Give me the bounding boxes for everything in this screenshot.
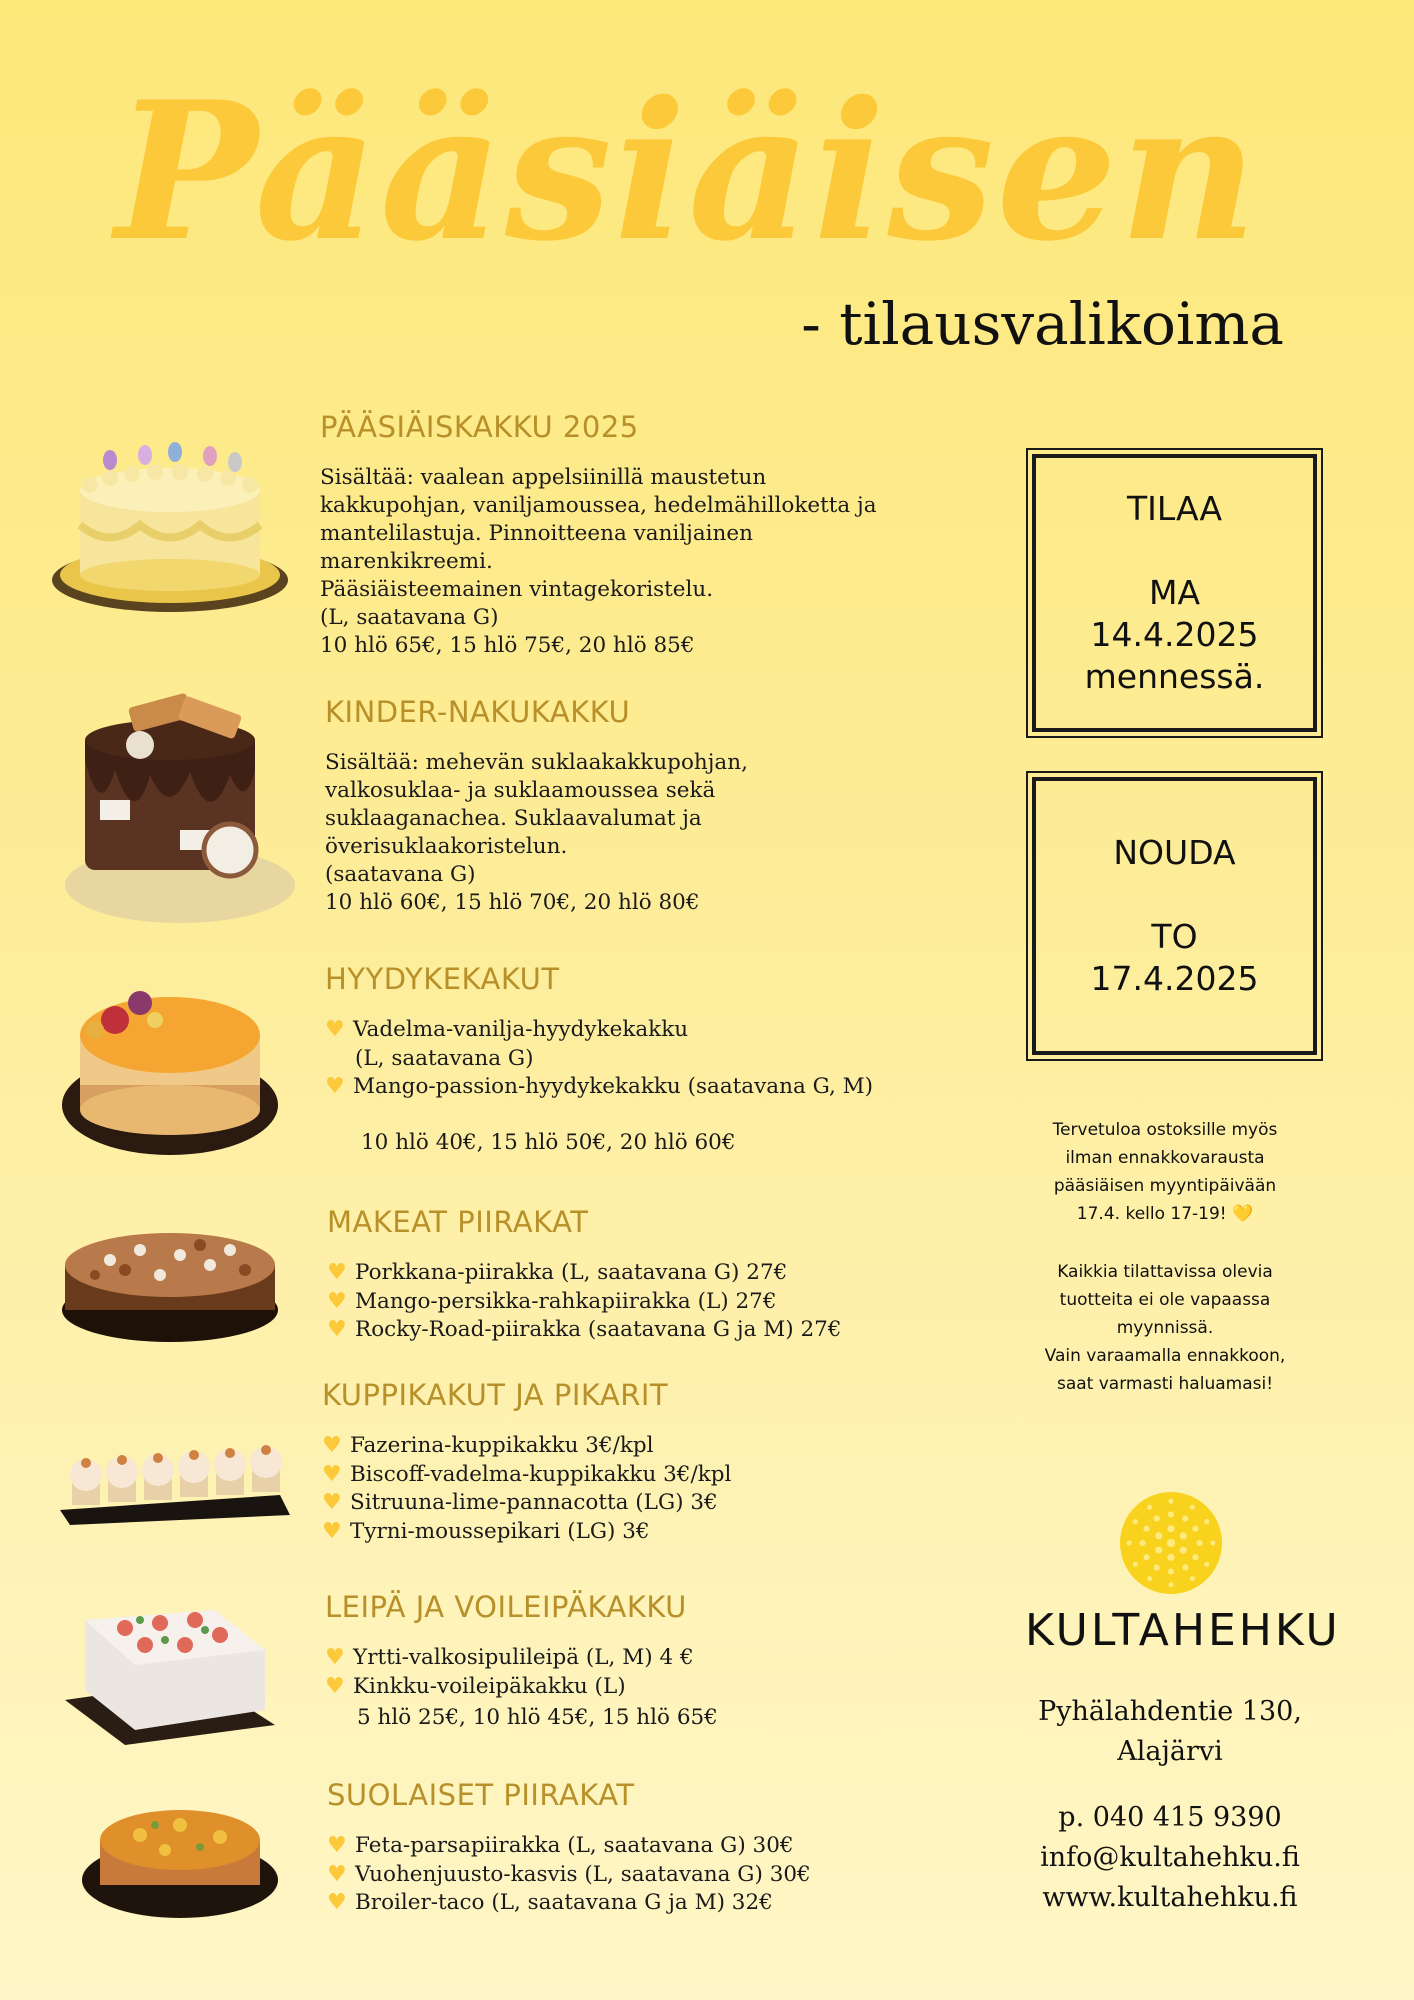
page-subtitle: - tilausvalikoima — [801, 290, 1284, 358]
heart-icon: ♥ — [322, 1461, 342, 1487]
price-line: 10 hlö 60€, 15 hlö 70€, 20 hlö 80€ — [325, 890, 700, 915]
box-line: TILAA — [1126, 489, 1223, 528]
description-line: kakkupohjan, vaniljamoussea, hedelmähilloketta ja — [320, 493, 877, 518]
section-sweet-pies — [327, 1205, 967, 1345]
item-list — [325, 1644, 965, 1701]
order-deadline-box — [1032, 454, 1317, 732]
address — [1000, 1692, 1340, 1772]
heart-icon: ♥ — [325, 1645, 345, 1670]
notice-line: tuotteita ei ole vapaassa — [1059, 1290, 1271, 1310]
box-line: TO — [1151, 917, 1198, 956]
kultahehku-logo-icon — [1120, 1492, 1222, 1594]
notice-line: Kaikkia tilattavissa olevia — [1057, 1262, 1273, 1282]
list-item — [325, 1073, 965, 1102]
item-label: Kinkku-voileipäkakku (L) — [353, 1673, 626, 1699]
section-kinder-cake — [325, 695, 965, 917]
heart-icon: ♥ — [322, 1433, 342, 1458]
list-item — [327, 1832, 967, 1861]
list-item — [327, 1889, 967, 1918]
box-line: 17.4.2025 — [1090, 959, 1259, 998]
list-item — [322, 1518, 962, 1547]
heart-icon: ♥ — [327, 1833, 347, 1858]
list-item-note — [325, 1045, 965, 1074]
notice-line: saat varmasti haluamasi! — [1056, 1374, 1274, 1394]
description-line: Sisältää: mehevän suklaakakkupohjan, — [325, 750, 748, 775]
item-label: Mango-passion-hyydykekakku (saatavana G, M) — [353, 1074, 874, 1099]
list-item — [327, 1861, 967, 1890]
heart-icon: ♥ — [325, 1017, 345, 1042]
item-label: Fazerina-kuppikakku 3€/kpl — [350, 1433, 654, 1458]
notice-line: ilman ennakkovarausta — [1065, 1148, 1265, 1168]
item-label: Yrtti-valkosipulileipä (L, M) 4 € — [353, 1645, 694, 1670]
heart-icon: ♥ — [322, 1518, 342, 1544]
pickup-date-box — [1032, 777, 1317, 1055]
item-list — [327, 1259, 967, 1345]
item-label: Feta-parsapiirakka (L, saatavana G) 30€ — [355, 1833, 794, 1858]
brand-name: KULTAHEHKU — [1025, 1605, 1341, 1656]
notice-line: 17.4. kello 17-19! 💛 — [1076, 1204, 1254, 1224]
phone-number: p. 040 415 9390 — [1058, 1802, 1282, 1833]
item-label: Sitruuna-lime-pannacotta (LG) 3€ — [350, 1490, 718, 1515]
description-line: valkosuklaa- ja suklaamoussea sekä — [325, 778, 716, 803]
description-line: mantelilastuja. Pinnoitteena vaniljainen — [320, 521, 753, 546]
list-item — [327, 1259, 967, 1288]
price-line: 5 hlö 25€, 10 hlö 45€, 15 hlö 65€ — [357, 1705, 718, 1730]
item-list — [322, 1432, 962, 1546]
description-line: suklaaganachea. Suklaavalumat ja — [325, 806, 702, 831]
section-savory-pies — [327, 1778, 967, 1918]
heart-icon: ♥ — [327, 1861, 347, 1887]
section-title: SUOLAISET PIIRAKAT — [327, 1778, 635, 1812]
box-line: MA — [1148, 573, 1201, 612]
description-line: överisuklaakoristelun. — [325, 834, 568, 859]
page-title: Pääsiäisen — [115, 60, 1260, 283]
heart-icon: ♥ — [327, 1260, 347, 1285]
section-title: HYYDYKEKAKUT — [325, 962, 560, 996]
notice-line: Vain varaamalla ennakkoon, — [1044, 1346, 1286, 1366]
description-line: Pääsiäisteemainen vintagekoristelu. — [320, 577, 714, 602]
availability-notice — [1020, 1258, 1310, 1398]
item-label: Vuohenjuusto-kasvis (L, saatavana G) 30€ — [355, 1861, 811, 1887]
cupcakes-image — [60, 1425, 290, 1525]
sandwich-cake-image — [65, 1590, 280, 1745]
list-item — [327, 1288, 967, 1317]
section-title: LEIPÄ JA VOILEIPÄKAKKU — [325, 1590, 687, 1624]
item-label: Porkkana-piirakka (L, saatavana G) 27€ — [355, 1260, 788, 1285]
notice-line: Tervetuloa ostoksille myös — [1052, 1120, 1278, 1140]
item-list — [325, 1016, 965, 1102]
contact-info — [1000, 1798, 1340, 1918]
section-description — [320, 464, 960, 660]
item-label: Biscoff-vadelma-kuppikakku 3€/kpl — [350, 1461, 732, 1487]
heart-icon: ♥ — [327, 1288, 347, 1314]
description-line: (L, saatavana G) — [320, 605, 499, 630]
list-item — [322, 1461, 962, 1490]
description-line: marenkikreemi. — [320, 549, 493, 574]
description-line: (saatavana G) — [325, 862, 476, 887]
heart-icon: ♥ — [325, 1074, 345, 1099]
price-line: 10 hlö 65€, 15 hlö 75€, 20 hlö 85€ — [320, 633, 695, 658]
section-description — [325, 749, 965, 917]
heart-icon: ♥ — [322, 1490, 342, 1515]
section-title: KINDER-NAKUKAKKU — [325, 695, 631, 729]
sweet-pie-image — [60, 1220, 280, 1345]
address-line: Alajärvi — [1117, 1736, 1223, 1767]
list-item — [325, 1673, 965, 1702]
item-label: Broiler-taco (L, saatavana G ja M) 32€ — [355, 1890, 773, 1915]
description-line: Sisältää: vaalean appelsiinillä maustetun — [320, 465, 767, 490]
heart-icon: ♥ — [327, 1317, 347, 1342]
easter-cake-image — [50, 430, 290, 620]
notice-line: pääsiäisen myyntipäivään — [1053, 1176, 1277, 1196]
savory-pie-image — [80, 1795, 280, 1920]
notice-line: myynnissä. — [1116, 1318, 1214, 1338]
section-easter-cake — [320, 410, 960, 660]
list-item — [322, 1489, 962, 1518]
section-title: MAKEAT PIIRAKAT — [327, 1205, 589, 1239]
heart-icon: ♥ — [325, 1673, 345, 1699]
kinder-cake-image — [60, 680, 300, 925]
list-item — [327, 1316, 967, 1345]
list-item — [325, 1644, 965, 1673]
list-item — [325, 1016, 965, 1045]
mousse-cake-image — [60, 975, 280, 1160]
item-label: Vadelma-vanilja-hyydykekakku — [353, 1017, 689, 1042]
website-link[interactable]: www.kultahehku.fi — [1042, 1882, 1298, 1913]
section-title: KUPPIKAKUT JA PIKARIT — [322, 1378, 669, 1412]
section-cupcakes — [322, 1378, 962, 1546]
box-line: mennessä. — [1084, 657, 1265, 696]
heart-icon: ♥ — [327, 1890, 347, 1915]
item-label: Mango-persikka-rahkapiirakka (L) 27€ — [355, 1288, 777, 1314]
walk-in-notice — [1020, 1116, 1310, 1228]
address-line: Pyhälahdentie 130, — [1038, 1696, 1302, 1727]
section-bread — [325, 1590, 965, 1730]
section-title: PÄÄSIÄISKAKKU 2025 — [320, 410, 639, 444]
price-line: 10 hlö 40€, 15 hlö 50€, 20 hlö 60€ — [361, 1129, 736, 1155]
email-address[interactable]: info@kultahehku.fi — [1040, 1842, 1300, 1873]
box-line: 14.4.2025 — [1090, 615, 1259, 654]
item-note: (L, saatavana G) — [355, 1045, 534, 1071]
list-item — [322, 1432, 962, 1461]
item-list — [327, 1832, 967, 1918]
item-label: Tyrni-moussepikari (LG) 3€ — [350, 1518, 650, 1544]
box-line: NOUDA — [1113, 833, 1236, 872]
item-label: Rocky-Road-piirakka (saatavana G ja M) 27€ — [355, 1317, 842, 1342]
section-mousse-cakes — [325, 962, 965, 1155]
